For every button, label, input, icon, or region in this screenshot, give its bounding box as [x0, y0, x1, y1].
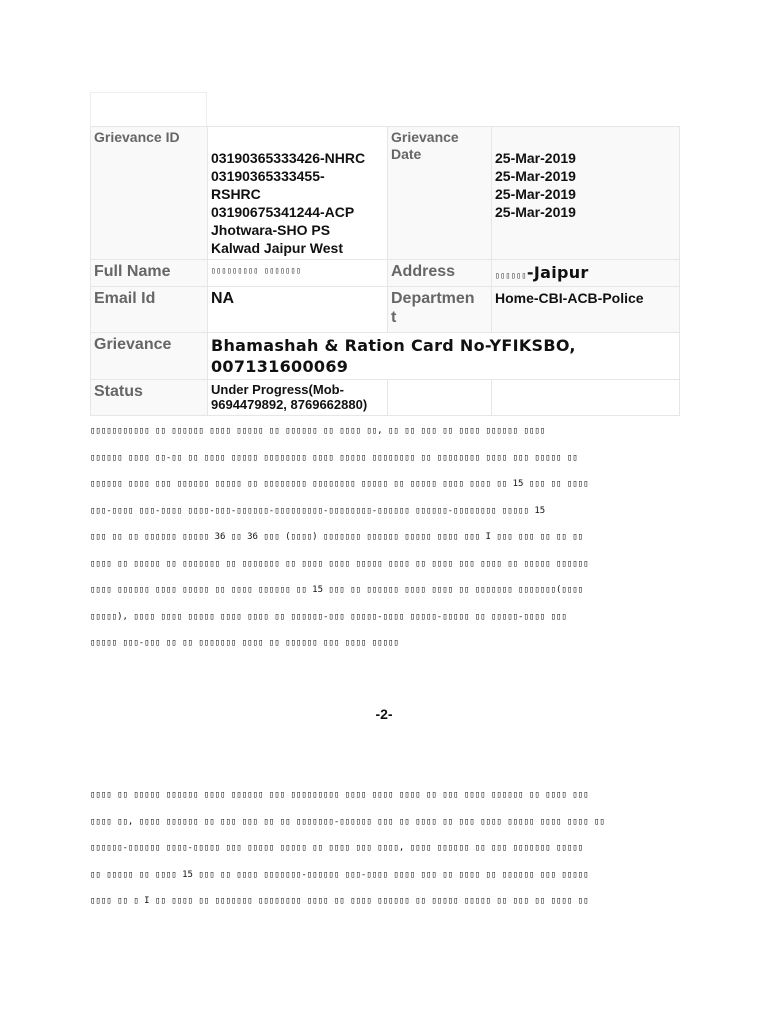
table-row — [91, 260, 680, 287]
email-label-cell — [91, 287, 208, 333]
department-value: Home-CBI-ACB-Police — [495, 290, 644, 306]
department-label: Departmen t — [391, 290, 475, 326]
full-name-value-cell — [208, 260, 388, 287]
table-row — [91, 333, 680, 380]
grievance-id-value-cell — [208, 127, 388, 260]
table-row — [91, 287, 680, 333]
full-name-value: ▯▯▯▯▯▯▯▯▯ ▯▯▯▯▯▯▯ — [211, 266, 302, 275]
grievance-value-cell — [208, 333, 680, 380]
grievance-date-value-cell — [492, 127, 680, 260]
email-label: Email Id — [94, 290, 156, 307]
address-prefix: ▯▯▯▯▯▯ — [495, 271, 527, 280]
grievance-table — [90, 126, 680, 416]
full-name-label: Full Name — [94, 263, 171, 280]
email-value: NA — [211, 290, 235, 307]
status-empty-cell-2 — [492, 380, 680, 416]
page-number: -2- — [375, 706, 393, 722]
table-row — [91, 380, 680, 416]
status-value-cell — [208, 380, 388, 416]
status-empty-cell-1 — [388, 380, 492, 416]
grievance-label-cell — [91, 333, 208, 380]
grievance-date-label-cell — [388, 127, 492, 260]
grievance-date-label: Grievance Date — [391, 129, 459, 162]
email-value-cell — [208, 287, 388, 333]
department-label-cell — [388, 287, 492, 333]
grievance-id-value: 03190365333426-NHRC 03190365333455- RSHRC 03190675341244-ACP Jhotwara-SHO PS Kalwad Jaipur West — [211, 150, 366, 256]
status-label: Status — [94, 383, 143, 400]
table-row — [91, 127, 680, 260]
grievance-id-label-cell — [91, 127, 208, 260]
department-value-cell — [492, 287, 680, 333]
address-value-cell — [492, 260, 680, 287]
address-value: -Jaipur — [526, 263, 589, 282]
grievance-id-label: Grievance ID — [94, 129, 180, 145]
address-label-cell — [388, 260, 492, 287]
status-value: Under Progress(Mob- 9694479892, 8769662880) — [211, 382, 368, 412]
hindi-paragraph-2: ▯▯▯▯ ▯▯ ▯▯▯▯▯ ▯▯▯▯▯▯ ▯▯▯▯ ▯▯▯▯▯▯ ▯▯▯ ▯▯▯▯▯▯▯▯▯ ▯▯▯▯ ▯▯▯▯ ▯▯▯▯ ▯▯ ▯▯▯ ▯▯▯▯ ▯▯▯▯▯▯ ▯▯ ▯▯▯▯ ▯▯▯ ▯▯▯▯ ▯▯, ▯▯▯▯ ▯▯▯▯▯▯ ▯▯ ▯▯▯ ▯▯▯ ▯▯ ▯▯ ▯▯▯▯▯▯▯-▯▯▯▯▯▯ ▯▯▯ ▯▯ ▯▯▯▯ ▯▯ ▯▯▯ ▯▯▯▯ ▯▯▯▯▯ ▯▯▯▯ ▯▯▯▯ ▯▯ ▯▯▯▯▯▯-▯▯▯▯▯▯ ▯▯▯▯-▯▯▯▯▯ ▯▯▯ ▯▯▯▯▯ ▯▯▯▯▯ ▯▯ ▯▯▯▯ ▯▯▯ ▯▯▯▯, ▯▯▯▯ ▯▯▯▯▯▯ ▯▯ ▯▯▯ ▯▯▯▯▯▯▯ ▯▯▯▯▯ ▯▯ ▯▯▯▯▯ ▯▯ ▯▯▯▯ 15 ▯▯▯ ▯▯ ▯▯▯▯ ▯▯▯▯▯▯▯-▯▯▯▯▯▯ ▯▯▯-▯▯▯▯ ▯▯▯▯ ▯▯▯ ▯▯ ▯▯▯▯ ▯▯ ▯▯▯▯▯▯ ▯▯▯ ▯▯▯▯▯ ▯▯▯▯ ▯▯ ▯ I ▯▯ ▯▯▯▯ ▯▯ ▯▯▯▯▯▯▯ ▯▯▯▯▯▯▯▯ ▯▯▯▯ ▯▯ ▯▯▯▯ ▯▯▯▯▯▯ ▯▯ ▯▯▯▯▯ ▯▯▯▯▯ ▯▯ ▯▯▯ ▯▯ ▯▯▯▯ ▯▯ — [90, 790, 605, 906]
full-name-label-cell — [91, 260, 208, 287]
address-label: Address — [391, 263, 456, 280]
grievance-label: Grievance — [94, 336, 172, 353]
grievance-value: Bhamashah & Ration Card No-YFIKSBO, 007131600069 — [211, 336, 576, 376]
table-top-empty-cell — [90, 92, 207, 126]
grievance-date-value: 25-Mar-2019 25-Mar-2019 25-Mar-2019 25-Mar-2019 — [495, 150, 576, 220]
hindi-paragraph-1: ▯▯▯▯▯▯▯▯▯▯▯ ▯▯ ▯▯▯▯▯▯ ▯▯▯▯ ▯▯▯▯▯ ▯▯ ▯▯▯▯▯▯ ▯▯ ▯▯▯▯ ▯▯, ▯▯ ▯▯ ▯▯▯ ▯▯ ▯▯▯▯ ▯▯▯▯▯▯ ▯▯▯▯ ▯▯▯▯▯▯ ▯▯▯▯ ▯▯-▯▯ ▯▯ ▯▯▯▯ ▯▯▯▯▯ ▯▯▯▯▯▯▯▯ ▯▯▯▯ ▯▯▯▯▯ ▯▯▯▯▯▯▯▯ ▯▯ ▯▯▯▯▯▯▯▯ ▯▯▯▯ ▯▯▯ ▯▯▯▯▯ ▯▯ ▯▯▯▯▯▯ ▯▯▯▯ ▯▯▯ ▯▯▯▯▯▯ ▯▯▯▯▯ ▯▯ ▯▯▯▯▯▯▯▯ ▯▯▯▯▯▯▯▯ ▯▯▯▯▯ ▯▯ ▯▯▯▯▯ ▯▯▯▯ ▯▯▯▯ ▯▯ 15 ▯▯▯ ▯▯ ▯▯▯▯ ▯▯▯-▯▯▯▯ ▯▯▯-▯▯▯▯ ▯▯▯▯-▯▯▯-▯▯▯▯▯▯-▯▯▯▯▯▯▯▯▯-▯▯▯▯▯▯▯▯-▯▯▯▯▯▯ ▯▯▯▯▯▯-▯▯▯▯▯▯▯▯ ▯▯▯▯▯ 15 ▯▯▯ ▯▯ ▯▯ ▯▯▯▯▯▯ ▯▯▯▯▯ 36 ▯▯ 36 ▯▯▯ (▯▯▯▯) ▯▯▯▯▯▯▯ ▯▯▯▯▯▯ ▯▯▯▯▯ ▯▯▯▯ ▯▯▯ I ▯▯▯ ▯▯▯ ▯▯ ▯▯ ▯▯ ▯▯▯▯ ▯▯ ▯▯▯▯▯ ▯▯ ▯▯▯▯▯▯▯ ▯▯ ▯▯▯▯▯▯▯ ▯▯ ▯▯▯▯ ▯▯▯▯ ▯▯▯▯▯ ▯▯▯▯ ▯▯ ▯▯▯▯ ▯▯▯ ▯▯▯▯ ▯▯ ▯▯▯▯▯ ▯▯▯▯▯▯ ▯▯▯▯ ▯▯▯▯▯▯ ▯▯▯▯ ▯▯▯▯▯ ▯▯ ▯▯▯▯ ▯▯▯▯▯▯ ▯▯ 15 ▯▯▯ ▯▯ ▯▯▯▯▯▯ ▯▯▯▯ ▯▯▯▯ ▯▯ ▯▯▯▯▯▯▯ ▯▯▯▯▯▯▯(▯▯▯▯ ▯▯▯▯▯), ▯▯▯▯ ▯▯▯▯ ▯▯▯▯▯ ▯▯▯▯ ▯▯▯▯ ▯▯ ▯▯▯▯▯▯-▯▯▯ ▯▯▯▯▯-▯▯▯▯ ▯▯▯▯▯-▯▯▯▯▯ ▯▯ ▯▯▯▯▯-▯▯▯▯ ▯▯▯ ▯▯▯▯▯ ▯▯▯-▯▯▯ ▯▯ ▯▯ ▯▯▯▯▯▯▯ ▯▯▯▯ ▯▯ ▯▯▯▯▯▯ ▯▯▯ ▯▯▯▯ ▯▯▯▯▯ — [90, 426, 589, 648]
status-label-cell — [91, 380, 208, 416]
